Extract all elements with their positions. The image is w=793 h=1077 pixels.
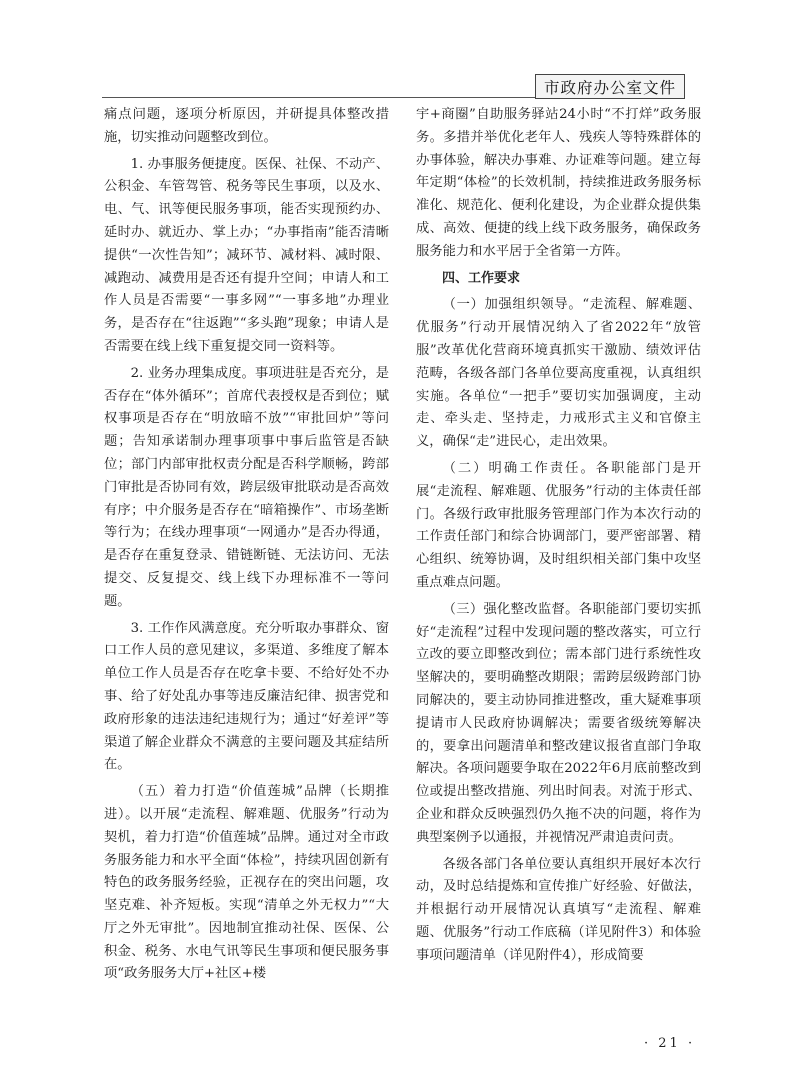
- paragraph: （三）强化整改监督。各职能部门要切实抓好“走流程”过程中发现问题的整改落实，可立行立改的要立即整改到位；需本部门进行系统性攻坚解决的，要明确整改期限；需跨层级跨部门协同解决的，要主动协同推进整改，重大疑难事项提请市人民政府协调解决；需要省级统筹解决的，要拿出问题清单和整改建议报省直部门争取解决。各项问题要争取在2022年6月底前整改到位或提出整改措施、列出时间表。对流于形式、企业和群众反映强烈仍久拖不决的问题，将作为典型案例予以通报，并视情况严肃追责问责。: [416, 601, 701, 845]
- paragraph: 各级各部门各单位要认真组织开展好本次行动，及时总结提炼和宣传推广好经验、好做法，并根据行动开展情况认真填写“走流程、解难题、优服务”行动工作底稿（详见附件3）和体验事项问题清单（详见附件4），形成简要: [416, 856, 701, 963]
- paragraph: （二）明确工作责任。各职能部门是开展“走流程、解难题、优服务”行动的主体责任部门。各级行政审批服务管理部门作为本次行动的工作责任部门和综合协调部门，要严密部署、精心组织、统筹协调，及时组织相关部门集中攻坚重点难点问题。: [416, 460, 701, 590]
- paragraph: 宇+商圈”自助服务驿站24小时“不打烊”政务服务。多措并举优化老年人、残疾人等特殊群体的办事体验，解决办事难、办证难等问题。建立每年定期“体检”的长效机制，持续推进政务服务标准化、规范化、便利化建设，为企业群众提供集成、高效、便捷的线上线下政务服务，确保政务服务能力和水平居于全省第一方阵。: [416, 107, 701, 259]
- section-heading: 四、工作要求: [442, 270, 521, 286]
- paragraph: 3. 工作作风满意度。充分听取办事群众、窗口工作人员的意见建议，多渠道、多维度了解本单位工作人员是否存在吃拿卡要、不给好处不办事、给了好处乱办事等违反廉洁纪律、损害党和政府形象的违法违纪违规行为；通过“好差评”等渠道了解企业群众不满意的主要问题及其症结所在。: [104, 620, 389, 773]
- section-title: 市政府办公室文件: [535, 74, 685, 99]
- paragraph: （一）加强组织领导。“走流程、解难题、优服务”行动开展情况纳入了省2022年“放管服”改革优化营商环境真抓实干激励、绩效评估范畴，各级各部门各单位要高度重视，认真组织实施。各单位“一把手”要切实加强调度，主动走、牵头走、坚持走，力戒形式主义和官僚主义，确保“走”进民心，走出效果。: [416, 297, 701, 450]
- paragraph: 痛点问题，逐项分析原因，并研提具体整改措施，切实推动问题整改到位。: [104, 107, 389, 145]
- paragraph: （五）着力打造“价值莲城”品牌（长期推进）。以开展“走流程、解难题、优服务”行动为契机，着力打造“价值莲城”品牌。通过对全市政务服务能力和水平全面“体检”，持续巩固创新有特色的政务服务经验，正视存在的突出问题，攻坚克难、补齐短板。实现“清单之外无权力”“大厅之外无审批”。因地制宜推动社保、医保、公积金、税务、水电气讯等民生事项和便民服务事项“政务服务大厅+社区+楼: [104, 784, 389, 982]
- paragraph: 1. 办事服务便捷度。医保、社保、不动产、公积金、车管驾管、税务等民生事项，以及水、电、气、讯等便民服务事项，能否实现预约办、延时办、就近办、掌上办；“办事指南”能否清晰提供“一次性告知”；减环节、减材料、减时限、减跑动、减费用是否还有提升空间；申请人和工作人员是否需要“一事多网”“一事多地”办理业务，是否存在“往返跑”“多头跑”现象；申请人是否需要在线上线下重复提交同一资料等。: [104, 156, 389, 354]
- page-number: · 21 ·: [644, 1036, 696, 1051]
- right-column: [416, 104, 701, 971]
- left-column: [104, 104, 389, 990]
- paragraph: 2. 业务办理集成度。事项进驻是否充分，是否存在“体外循环”；首席代表授权是否到位；赋权事项是否存在“明放暗不放”“审批回炉”等问题；告知承诺制办理事项事中事后监管是否缺位；部门内部审批权责分配是否科学顺畅，跨部门审批是否协同有效，跨层级审批联动是否高效有序；中介服务是否存在“暗箱操作”、市场垄断等行为；在线办理事项“一网通办”是否办得通，是否存在重复登录、错链断链、无法访问、无法提交、反复提交、线上线下办理标准不一等问题。: [104, 365, 389, 609]
